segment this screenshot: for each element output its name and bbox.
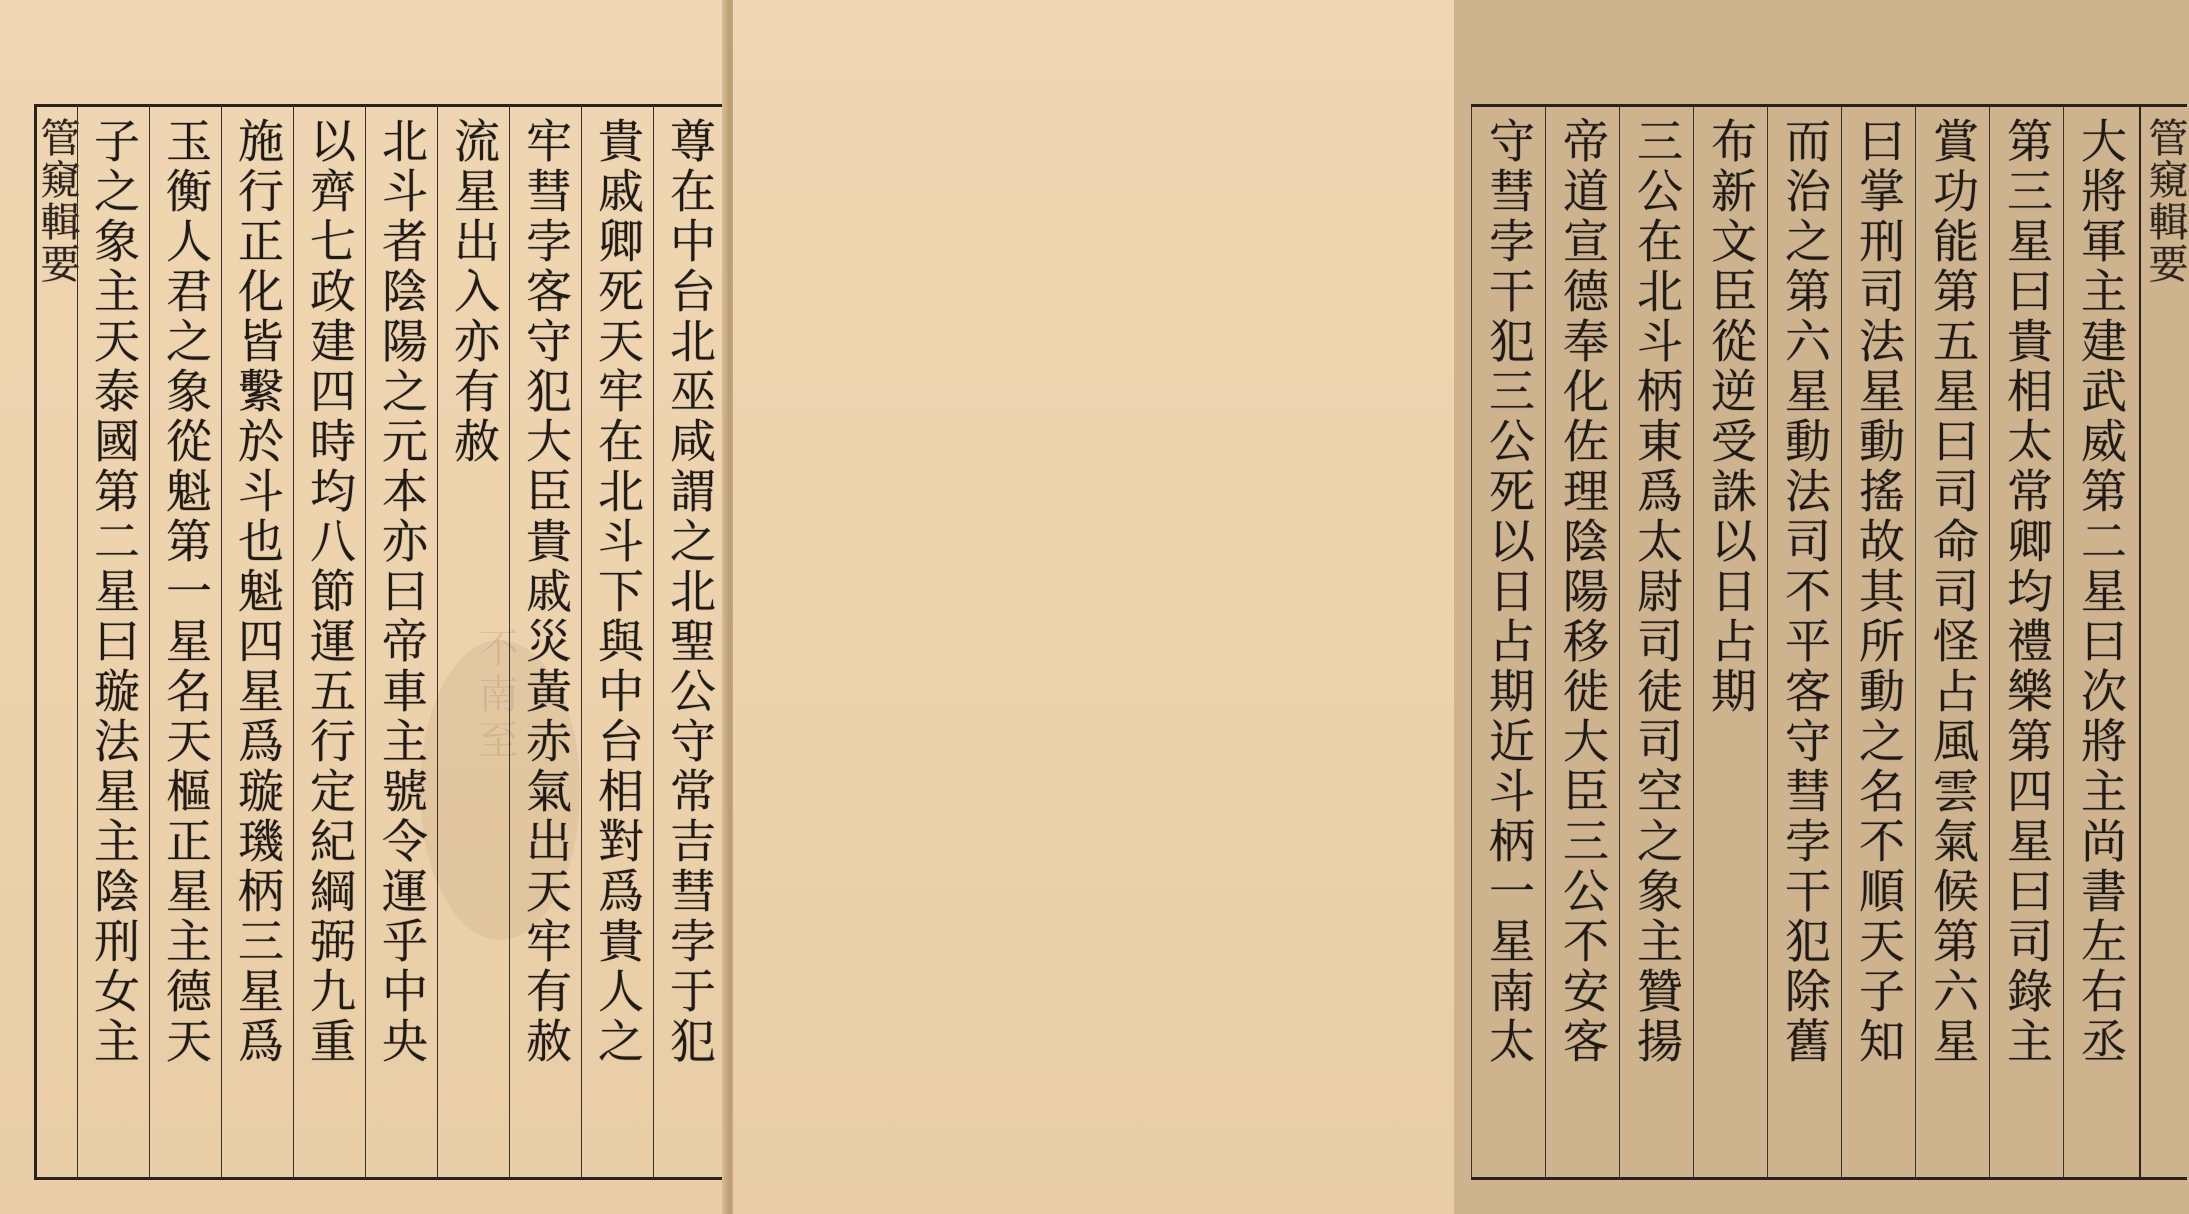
right-column-9 (2063, 107, 2138, 1177)
left-column-text: 玉衡人君之象從魁第一星名天樞正星主德天 (159, 117, 213, 1067)
right-column-1 (1471, 107, 1546, 1177)
left-column-1 (77, 107, 150, 1177)
right-column-3 (1619, 107, 1694, 1177)
right-column-text: 而治之第六星動法司不平客守彗孛干犯除舊 (1778, 117, 1832, 1067)
right-column-text: 曰掌刑司法星動搖故其所動之名不順天子知 (1852, 117, 1906, 1067)
right-column-5 (1767, 107, 1842, 1177)
right-page (733, 0, 2188, 1214)
left-column-9 (653, 107, 726, 1177)
left-column-text: 子之象主天泰國第二星曰璇法星主陰刑女主 (87, 117, 141, 1067)
right-column-text: 守彗孛干犯三公死以日占期近斗柄一星南太 (1482, 117, 1536, 1067)
margin-title: 管窺輯要 (34, 117, 80, 285)
right-column-7 (1915, 107, 1990, 1177)
left-column-text: 尊在中台北巫咸謂之北聖公守常吉彗孛于犯 (663, 117, 717, 1067)
left-column-text: 貴戚卿死天牢在北斗下與中台相對爲貴人之 (591, 117, 645, 1067)
left-column-7 (509, 107, 582, 1177)
right-margin-column (2139, 107, 2189, 1177)
right-column-text: 帝道宣德奉化佐理陰陽移徙大臣三公不安客 (1556, 117, 1610, 1067)
right-column-4 (1693, 107, 1768, 1177)
left-column-2 (149, 107, 222, 1177)
left-column-8 (581, 107, 654, 1177)
left-column-3 (221, 107, 294, 1177)
right-margin-title: 管窺輯要 (2142, 117, 2188, 285)
right-column-text: 布新文臣從逆受誅以日占期 (1704, 117, 1758, 717)
right-column-6 (1841, 107, 1916, 1177)
right-column-text: 賞功能第五星曰司命司怪占風雲氣候第六星 (1926, 117, 1980, 1067)
right-column-text: 三公在北斗柄東爲太尉司徒司空之象主贊揚 (1630, 117, 1684, 1067)
margin-column (34, 107, 80, 1177)
right-column-2 (1545, 107, 1620, 1177)
right-text-frame (1471, 104, 2187, 1180)
right-column-text: 第三星曰貴相太常卿均禮樂第四星曰司錄主 (2000, 117, 2054, 1067)
left-text-frame (34, 104, 730, 1180)
left-column-text: 以齊七政建四時均八節運五行定紀綱弼九重 (303, 117, 357, 1067)
left-column-text: 牢彗孛客守犯大臣貴戚災黃赤氣出天牢有赦 (519, 117, 573, 1067)
left-column-text: 流星出入亦有赦 (447, 117, 501, 467)
left-column-6 (437, 107, 510, 1177)
show-through-text: 不南至 (472, 627, 518, 765)
left-column-4 (293, 107, 366, 1177)
left-column-text: 北斗者陰陽之元本亦曰帝車主號令運乎中央 (375, 117, 429, 1067)
left-column-5 (365, 107, 438, 1177)
right-column-8 (1989, 107, 2064, 1177)
right-column-text: 大將軍主建武威第二星曰次將主尚書左右丞 (2074, 117, 2128, 1067)
left-column-text: 施行正化皆繫於斗也魁四星爲璇璣柄三星爲 (231, 117, 285, 1067)
left-page (0, 0, 728, 1214)
